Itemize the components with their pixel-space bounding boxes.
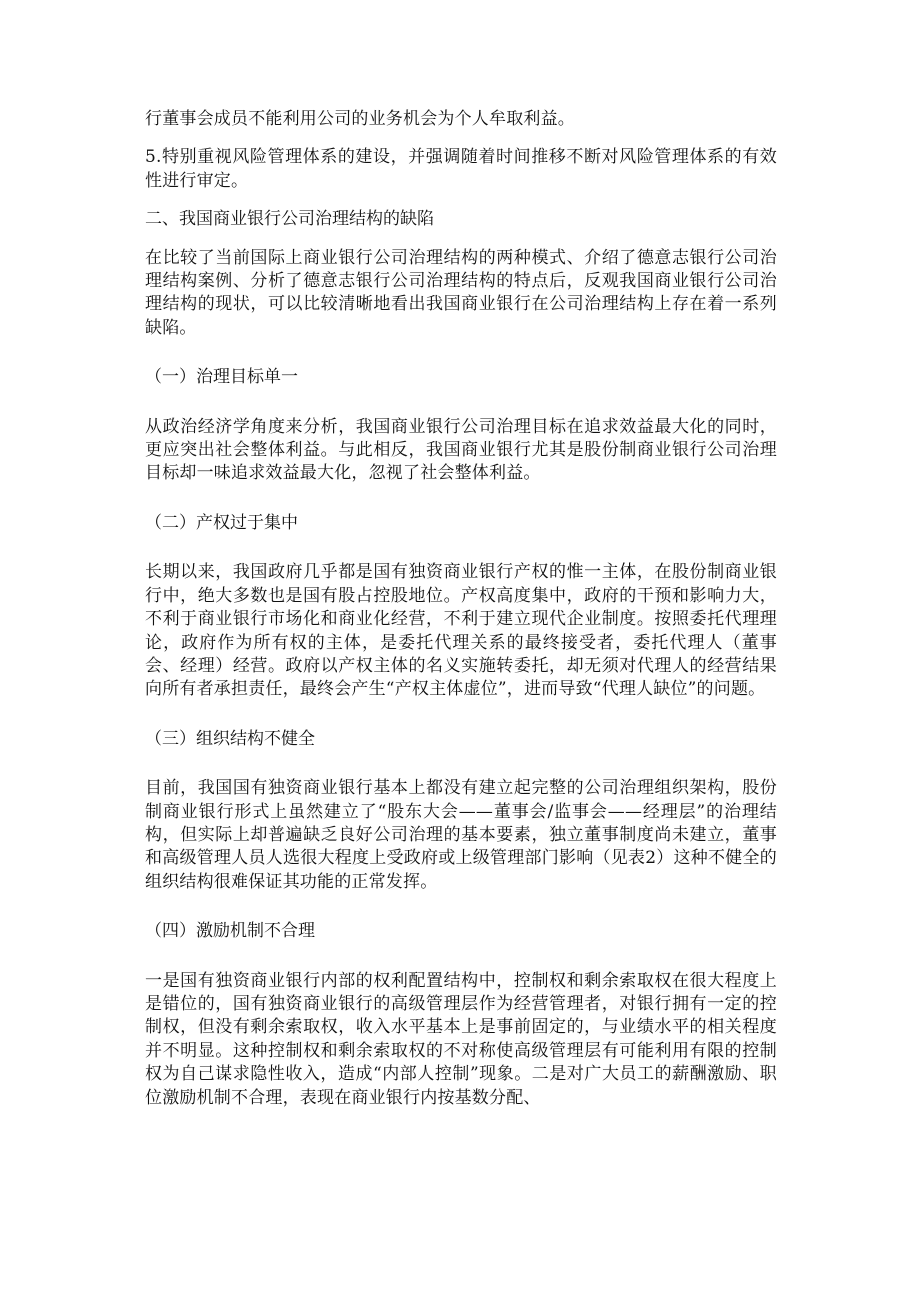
paragraph-continuation: 行董事会成员不能利用公司的业务机会为个人牟取利益。 <box>145 109 575 129</box>
paragraph-intro: 在比较了当前国际上商业银行公司治理结构的两种模式、介绍了德意志银行公司治理结构案例、分析了德意志银行公司治理结构的特点后，反观我国商业银行公司治理结构的现状，可以比较清晰地看出我国商业银行在公司治理结构上存在着一系列缺陷。 <box>145 247 777 338</box>
paragraph-property-rights: 长期以来，我国政府几乎都是国有独资商业银行产权的惟一主体，在股份制商业银行中，绝大多数也是国有股占控股地位。产权高度集中，政府的干预和影响力大，不利于商业银行市场化和商业化经营，不利于建立现代企业制度。按照委托代理理论，政府作为所有权的主体，是委托代理关系的最终接受者，委托代理人（董事会、经理）经营。政府以产权主体的名义实施转委托，却无须对代理人的经营结果向所有者承担责任，最终会产生“产权主体虚位”，进而导致“代理人缺位”的问题。 <box>145 562 777 700</box>
subsection-heading-1: （一）治理目标单一 <box>145 367 298 388</box>
paragraph-organization: 目前，我国国有独资商业银行基本上都没有建立起完整的公司治理组织架构，股份制商业银行形式上虽然建立了“股东大会——董事会/监事会——经理层”的治理结构，但实际上却普遍缺乏良好公司治理的基本要素，独立董事制度尚未建立，董事和高级管理人员人选很大程度上受政府或上级管理部门影响（见表2）这种不健全的组织结构很难保证其功能的正常发挥。 <box>145 778 777 892</box>
subsection-heading-4: （四）激励机制不合理 <box>145 921 315 942</box>
document-page <box>145 108 777 1110</box>
subsection-heading-3: （三）组织结构不健全 <box>145 728 315 749</box>
paragraph-item-5: 5.特别重视风险管理体系的建设，并强调随着时间推移不断对风险管理体系的有效性进行审定。 <box>145 147 777 191</box>
paragraph-governance-goal: 从政治经济学角度来分析，我国商业银行公司治理目标在追求效益最大化的同时，更应突出社会整体利益。与此相反，我国商业银行尤其是股份制商业银行公司治理目标却一味追求效益最大化，忽视了社会整体利益。 <box>145 416 777 484</box>
section-heading-2: 二、我国商业银行公司治理结构的缺陷 <box>145 209 434 230</box>
subsection-heading-2: （二）产权过于集中 <box>145 512 298 533</box>
paragraph-incentives: 一是国有独资商业银行内部的权利配置结构中，控制权和剩余索取权在很大程度上是错位的，国有独资商业银行的高级管理层作为经营管理者，对银行拥有一定的控制权，但没有剩余索取权，收入水平基本上是事前固定的，与业绩水平的相关程度并不明显。这种控制权和剩余索取权的不对称使高级管理层有可能利用有限的控制权为自己谋求隐性收入，造成“内部人控制”现象。二是对广大员工的薪酬激励、职位激励机制不合理，表现在商业银行内按基数分配、 <box>145 970 777 1108</box>
